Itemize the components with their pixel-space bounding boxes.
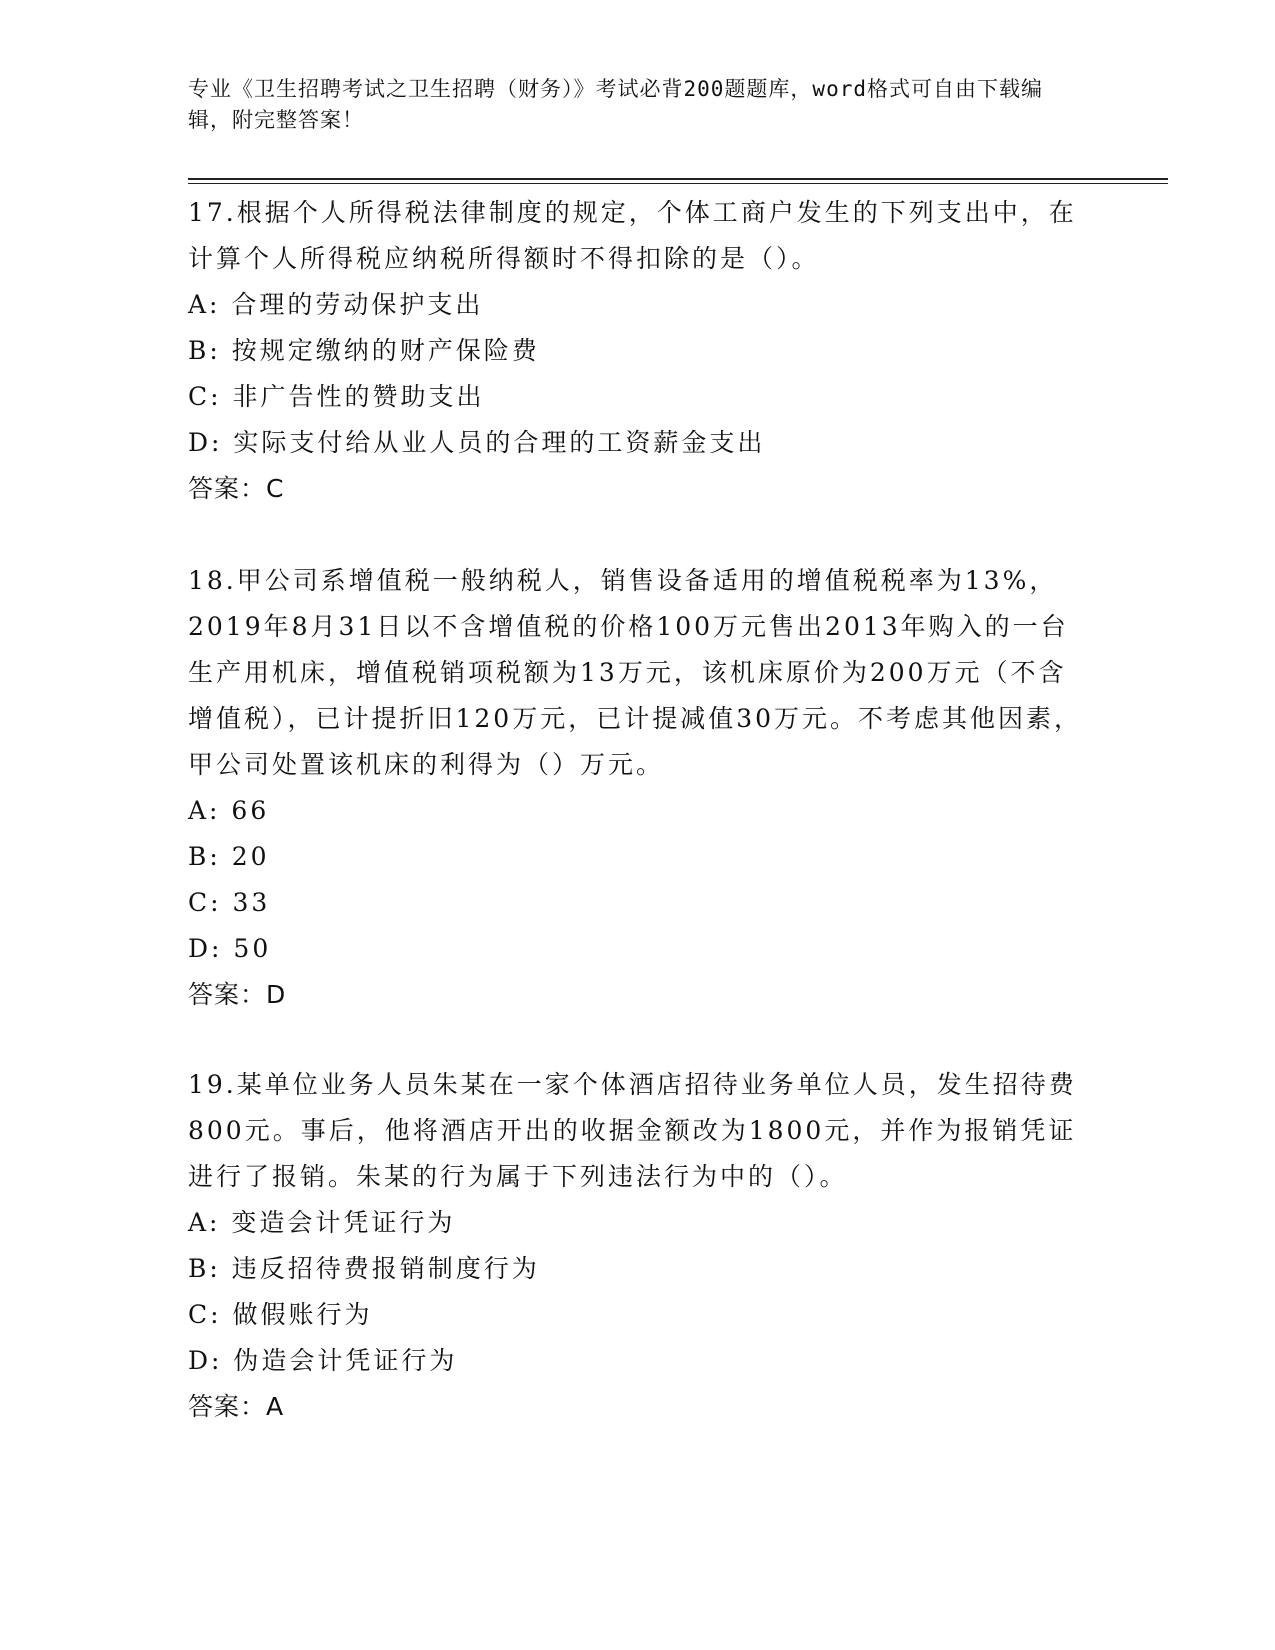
option-d: D: 实际支付给从业人员的合理的工资薪金支出 [188,428,766,457]
answer-line: 答案：D [188,980,287,1009]
question-stem: 19.某单位业务人员朱某在一家个体酒店招待业务单位人员，发生招待费800元。事后，他将酒店开出的收据金额改为1800元，并作为报销凭证进行了报销。朱某的行为属于下列违法行为中的（）。 [188,1070,1077,1191]
answer-line: 答案：A [188,1392,285,1421]
option-a: A: 变造会计凭证行为 [188,1208,456,1237]
question-19 [188,1062,1088,1430]
option-d: D: 50 [188,934,272,963]
option-d: D: 伪造会计凭证行为 [188,1346,458,1375]
header-divider-thick [188,178,1168,180]
option-a: A: 合理的劳动保护支出 [188,290,484,319]
option-b: B: 违反招待费报销制度行为 [188,1254,540,1283]
option-c: C: 33 [188,888,271,917]
question-stem: 17.根据个人所得税法律制度的规定，个体工商户发生的下列支出中，在计算个人所得税应纳税所得额时不得扣除的是（）。 [188,198,1077,273]
document-header: 专业《卫生招聘考试之卫生招聘（财务）》考试必背200题题库，word格式可自由下载编辑，附完整答案！ [188,77,1043,132]
option-b: B: 按规定缴纳的财产保险费 [188,336,540,365]
answer-line: 答案：C [188,474,285,503]
option-c: C: 非广告性的赞助支出 [188,382,485,411]
header-divider-thin [188,183,1168,184]
option-a: A: 66 [188,796,270,825]
question-18 [188,558,1088,1018]
option-c: C: 做假账行为 [188,1300,373,1329]
option-b: B: 20 [188,842,270,871]
question-stem: 18.甲公司系增值税一般纳税人，销售设备适用的增值税税率为13%，2019年8月31日以不含增值税的价格100万元售出2013年购入的一台生产用机床，增值税销项税额为13万元，该机床原价为200万元（不含增值税），已计提折旧120万元，已计提减值30万元。不考虑其他因素，甲公司处置该机床的利得为（）万元。 [188,566,1083,779]
question-17 [188,190,1088,512]
